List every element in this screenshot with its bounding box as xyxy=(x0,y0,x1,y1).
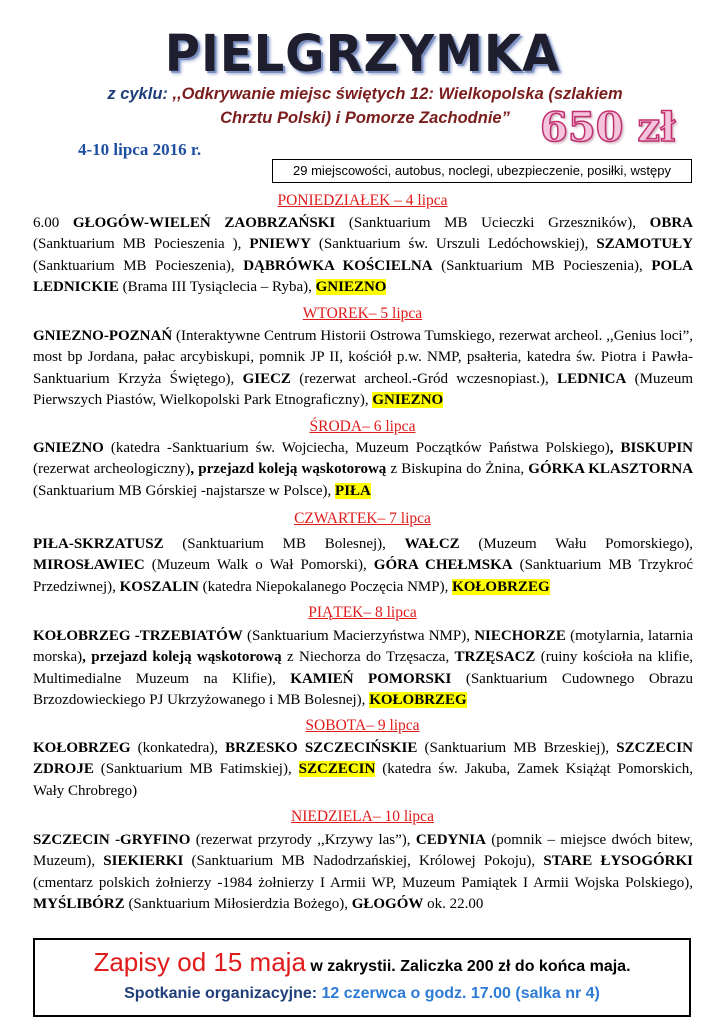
itinerary-text: (Sanktuarium MB Ucieczki Grzeszników), xyxy=(335,215,650,231)
itinerary-text: (Sanktuarium MB Trzykroć Przedziwnej), xyxy=(33,557,693,595)
itinerary-text: (Sanktuarium MB Pocieszenia), xyxy=(432,257,652,274)
place-name: BRZESKO SZCZECIŃSKIE xyxy=(225,740,418,756)
itinerary-text: (Sanktuarium Miłosierdzia Bożego), xyxy=(124,895,352,912)
overnight-city: PIŁA xyxy=(335,482,371,499)
itinerary-text: (pomnik – miejsce dwóch bitew, Muzeum), xyxy=(33,832,694,870)
place-name: CEDYNIA xyxy=(415,832,486,848)
place-name: GŁOGÓW xyxy=(351,895,424,912)
place-name: NIECHORZE xyxy=(474,628,566,644)
place-name: MYŚLIBÓRZ xyxy=(33,895,125,912)
place-name: KOŁOBRZEG xyxy=(33,740,131,756)
place-name: WAŁCZ xyxy=(404,536,460,552)
page-title: PIELGRZYMKA xyxy=(164,24,561,84)
itinerary-text: (Interaktywne Centrum Historii Ostrowa Tumskiego, rezerwat archeol. ,,Genius loci”, most bp Jordana, pałac arcybiskupi, pomnik JP II, kościół p.w. NMP, psałteria, katedra św. Piotra i Pawła-Sanktuarium Krzyża Świętego), xyxy=(33,328,693,387)
itinerary-text: (ruiny kościoła na klifie, Multimedialne Muzeum na Klifie), xyxy=(33,649,693,687)
place-name: KOŁOBRZEG -TRZEBIATÓW xyxy=(33,628,243,644)
day-itinerary-sunday xyxy=(33,830,693,915)
itinerary-text: (Sanktuarium MB Nadodrzańskiej, Królowej Pokoju), xyxy=(183,853,544,870)
itinerary-text: z Biskupina do Żnina, xyxy=(386,461,529,478)
meeting-label: Spotkanie organizacyjne: xyxy=(124,985,322,1002)
day-itinerary-saturday xyxy=(33,738,693,802)
place-name: GŁOGÓW-WIELEŃ ZAOBRZAŃSKI xyxy=(72,215,336,231)
itinerary-text: (katedra Niepokalanego Poczęcia NMP), xyxy=(198,578,453,595)
signup-line xyxy=(35,947,689,978)
itinerary-text: (Brama III Tysiąclecia – Ryba), xyxy=(118,278,316,295)
itinerary-text: (cmentarz polskich żołnierzy -1984 żołnierzy I Armii WP, Muzeum Pamiątek I Armii Wojska Polskiego), xyxy=(33,874,693,891)
itinerary-text: (rezerwat archeologiczny) xyxy=(33,461,191,478)
place-name: MIROSŁAWIEC xyxy=(33,557,145,574)
place-name: SZCZECIN -GRYFINO xyxy=(33,832,191,848)
day-heading-monday: PONIEDZIAŁEK – 4 lipca xyxy=(277,192,448,209)
place-name: , przejazd koleją wąskotorową xyxy=(82,649,282,666)
place-name: GNIEZNO xyxy=(33,440,104,456)
place-name: GÓRKA KLASZTORNA xyxy=(528,461,694,478)
itinerary-text: (Muzeum Wału Pomorskiego), xyxy=(459,536,693,552)
place-name: , przejazd koleją wąskotorową xyxy=(190,461,387,478)
day-heading-sunday: NIEDZIELA– 10 lipca xyxy=(291,808,434,825)
day-itinerary-monday xyxy=(33,213,693,298)
itinerary-text: z Niechorza do Trzęsacza, xyxy=(281,649,455,666)
itinerary-text: (Sanktuarium MB Bolesnej), xyxy=(163,536,405,552)
day-heading-tuesday: WTOREK– 5 lipca xyxy=(302,305,423,322)
day-heading-saturday: SOBOTA– 9 lipca xyxy=(305,717,420,734)
itinerary-text: (Sanktuarium MB Fatimskiej), xyxy=(93,761,299,778)
itinerary-text: (Sanktuarium MB Górskiej -najstarsze w Polsce), xyxy=(33,482,336,499)
signup-date: Zapisy od 15 maja xyxy=(93,947,306,977)
place-name: LEDNICA xyxy=(557,370,627,387)
place-name: SIEKIERKI xyxy=(103,853,184,870)
subtitle-line-2: Chrztu Polski) i Pomorze Zachodnie” xyxy=(220,109,510,127)
signup-details: w zakrystii. Zaliczka 200 zł do końca maja. xyxy=(305,958,631,975)
itinerary-text: (Sanktuarium Macierzyństwa NMP), xyxy=(242,628,475,644)
place-name: GIECZ xyxy=(242,370,291,387)
place-name: KOSZALIN xyxy=(119,578,199,595)
overnight-city: SZCZECIN xyxy=(298,761,376,778)
itinerary-text: ok. 22.00 xyxy=(423,895,484,912)
itinerary-text: (Sanktuarium MB Pocieszenia ), xyxy=(33,236,250,253)
place-name: SZCZECIN ZDROJE xyxy=(33,740,693,778)
day-itinerary-friday xyxy=(33,626,693,711)
place-name: GNIEZNO-POZNAŃ xyxy=(33,328,173,344)
place-name: DĄBRÓWKA KOŚCIELNA xyxy=(243,257,433,274)
place-name: STARE ŁYSOGÓRKI xyxy=(543,853,693,870)
subtitle-line-1: ,,Odkrywanie miejsc świętych 12: Wielkopolska (szlakiem xyxy=(167,85,623,103)
itinerary-text: (katedra -Sanktuarium św. Wojciecha, Muzeum Początków Państwa Polskiego) xyxy=(103,440,610,456)
place-name: TRZĘSACZ xyxy=(454,649,536,666)
place-name: PNIEWY xyxy=(249,236,311,253)
itinerary-text: (Sanktuarium MB Brzeskiej), xyxy=(417,740,617,756)
place-name: OBRA xyxy=(649,215,693,231)
itinerary-text: (konkatedra), xyxy=(130,740,226,756)
trip-dates: 4-10 lipca 2016 r. xyxy=(78,140,202,159)
itinerary-text: 6.00 xyxy=(33,215,73,231)
place-name: , xyxy=(609,440,614,456)
itinerary-text: (rezerwat archeol.-Gród wczesnopiast.), xyxy=(290,370,558,387)
day-heading-friday: PIĄTEK– 8 lipca xyxy=(308,604,417,621)
place-name: POLA LEDNICKIE xyxy=(33,257,694,295)
place-name: PIŁA-SKRZATUSZ xyxy=(33,536,164,552)
itinerary-text: (rezerwat przyrody ,,Krzywy las”), xyxy=(190,832,416,848)
place-name: BISKUPIN xyxy=(620,440,693,456)
place-name: KAMIEŃ POMORSKI xyxy=(290,670,452,687)
overnight-city: KOŁOBRZEG xyxy=(369,691,467,708)
place-name: SZAMOTUŁY xyxy=(596,236,694,253)
day-heading-thursday: CZWARTEK– 7 lipca xyxy=(294,510,431,527)
overnight-city: KOŁOBRZEG xyxy=(452,578,550,595)
itinerary-text: (katedra św. Jakuba, Zamek Książąt Pomorskich, Wały Chrobrego) xyxy=(33,761,693,799)
trip-price: 650 zł xyxy=(540,104,676,151)
included-services-box: 29 miejscowości, autobus, noclegi, ubezpieczenie, posiłki, wstępy xyxy=(272,159,692,183)
itinerary-text: (Muzeum Walk o Wał Pomorski), xyxy=(144,557,374,574)
meeting-date: 12 czerwca o godz. 17.00 (salka nr 4) xyxy=(321,985,600,1002)
day-itinerary-thursday xyxy=(33,534,693,598)
itinerary-text: (motylarnia, latarnia morska) xyxy=(33,628,693,666)
itinerary-text: (Sanktuarium Cudownego Obrazu Brzozdowieckiego PJ Ukrzyżowanego i MB Bolesnej), xyxy=(33,670,693,708)
itinerary-text: (Sanktuarium św. Urszuli Ledóchowskiej), xyxy=(310,236,597,253)
itinerary-text: (Sanktuarium MB Pocieszenia), xyxy=(33,257,244,274)
signup-box xyxy=(33,938,691,1017)
meeting-line xyxy=(35,985,689,1003)
overnight-city: GNIEZNO xyxy=(372,391,444,408)
overnight-city: GNIEZNO xyxy=(315,278,387,295)
place-name: GÓRA CHEŁMSKA xyxy=(373,557,513,574)
day-itinerary-tuesday xyxy=(33,326,693,411)
subtitle-lead: z cyklu: xyxy=(107,85,168,103)
day-heading-wednesday: ŚRODA– 6 lipca xyxy=(309,418,416,435)
itinerary-text: (Muzeum Pierwszych Piastów, Wielkopolski Park Etnograficzny), xyxy=(33,370,693,408)
day-itinerary-wednesday xyxy=(33,438,693,502)
